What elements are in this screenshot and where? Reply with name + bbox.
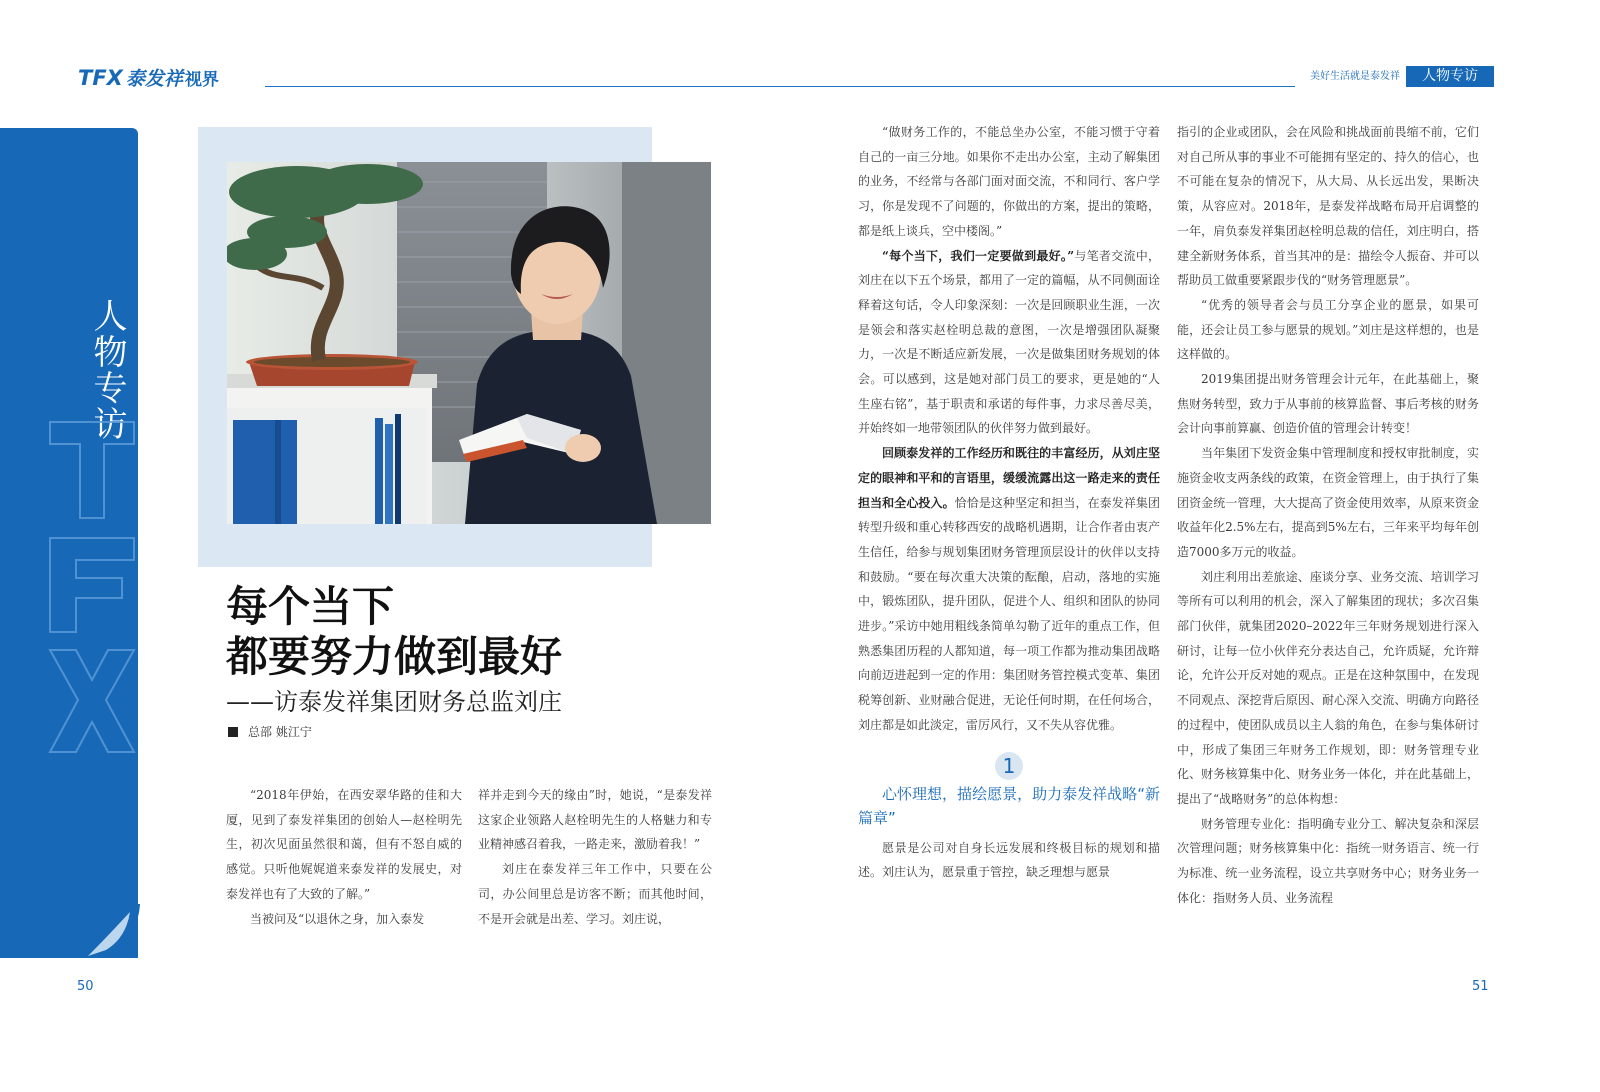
band-title: 人物专访	[87, 298, 127, 442]
section-tab: 人物专访	[1406, 66, 1494, 87]
body-column-2	[478, 783, 712, 931]
article-byline	[228, 723, 312, 740]
paragraph-rest: 与笔者交流中，刘庄在以下五个场景，都用了一定的篇幅，从不同侧面诠释着这句话，令人印象深刻：一次是回顾职业生涯，一次是领会和落实赵栓明总裁的意图，一次是增强团队凝聚力，一次是不断适应新发展，一次是做集团财务规划的体会。可以感到，这是她对部门员工的要求，更是她的“人生座右铭”，基于职责和承诺的每件事，力求尽善尽美，并始终如一地带领团队的伙伴努力做到最好。	[858, 248, 1160, 436]
header-slogan: 美好生活就是泰发祥	[1310, 71, 1400, 82]
article-subtitle: ——访泰发祥集团财务总监刘庄	[226, 688, 562, 716]
portrait-photo	[227, 162, 711, 524]
page-number-right: 51	[1472, 979, 1489, 994]
logo-brand: 泰发祥	[125, 68, 183, 90]
header-rule	[265, 86, 1295, 87]
bold-lead: 回顾泰发祥的工作经历和既往的丰富经历，从刘庄坚定的眼神和平和的言语里，缓缓流露出这一路走来的责任担当和全心投入。	[858, 446, 1160, 510]
paragraph	[858, 441, 1160, 737]
column-band	[0, 128, 138, 958]
bold-quote: “每个当下，我们一定要做到最好。”	[882, 248, 1075, 263]
byline-square-icon	[228, 727, 238, 737]
paragraph	[858, 244, 1160, 442]
page-number-left: 50	[77, 979, 94, 994]
magazine-logo	[78, 64, 219, 91]
page-curl-graphic	[86, 904, 140, 958]
paragraph: “做财务工作的，不能总坐办公室，不能习惯于守着自己的一亩三分地。如果你不走出办公室，主动了解集团的业务，不经常与各部门面对面交流，不和同行、客户学习，你是发现不了问题的，你做出的方案，提出的策略，都是纸上谈兵，空中楼阁。”	[858, 125, 1160, 238]
body-column-1	[226, 783, 462, 931]
paragraph: 财务管理专业化：指明确专业分工、解决复杂和深层次管理问题；财务核算集中化：指统一财务语言、统一行为标准、统一业务流程，设立共享财务中心；财务业务一体化：指财务人员、业务流程	[1177, 816, 1479, 905]
section-number-badge: 1	[995, 752, 1023, 780]
logo-tfx: TFX	[78, 65, 123, 90]
paragraph: 2019集团提出财务管理会计元年，在此基础上，聚焦财务转型，致力于从事前的核算监督、事后考核的财务会计向事前算赢、创造价值的管理会计转变！	[1177, 372, 1479, 436]
paragraph: 当被问及“以退休之身，加入泰发	[250, 911, 425, 926]
logo-vision: 视界	[184, 70, 219, 90]
paragraph: “2018年伊始，在西安翠华路的佳和大厦，见到了泰发祥集团的创始人—赵栓明先生，初次见面虽然很和蔼，但有不怒自威的感觉。只听他娓娓道来泰发祥的发展史，对泰发祥也有了大致的了解。”	[226, 788, 462, 901]
headline-line-1: 每个当下	[226, 582, 395, 631]
headline-line-2: 都要努力做到最好	[226, 632, 563, 681]
paragraph: 刘庄在泰发祥三年工作中，只要在公司，办公间里总是访客不断；而其他时间，不是开会就是出差、学习。刘庄说，	[478, 862, 712, 926]
body-column-3	[858, 120, 1160, 885]
paragraph: 刘庄利用出差旅途、座谈分享、业务交流、培训学习等所有可以利用的机会，深入了解集团的现状；多次召集部门伙伴，就集团2020–2022年三年财务规划进行深入研讨，让每一位小伙伴充分表达自己，允许质疑，允许辩论，允许公开反对她的观点。正是在这种氛围中，在发现不同观点、深挖背后原因、耐心深入交流、明确方向路径的过程中，使团队成员以主人翁的角色，在参与集体研讨中，形成了集团三年财务工作规划，即：财务管理专业化、财务核算集中化、财务业务一体化，并在此基础上，提出了“战略财务”的总体构想：	[1177, 569, 1479, 806]
paragraph: 指引的企业或团队，会在风险和挑战面前畏缩不前，它们对自己所从事的事业不可能拥有坚定的、持久的信心，也不可能在复杂的情况下，从大局、从长远出发，果断决策，从容应对。2018年，是泰发祥战略布局开启调整的一年，肩负泰发祥集团赵栓明总裁的信任，刘庄明白，搭建全新财务体系，首当其冲的是：描绘令人振奋、并可以帮助员工做重要紧跟步伐的“财务管理愿景”。	[1177, 125, 1479, 288]
section-heading: 心怀理想，描绘愿景，助力泰发祥战略“新篇章”	[858, 784, 1160, 827]
paragraph-rest: 恰恰是这种坚定和担当，在泰发祥集团转型升级和重心转移西安的战略机遇期，让合作者由衷产生信任，给参与规划集团财务管理顶层设计的伙伴以支持和鼓励。“要在每次重大决策的酝酿，启动，落地的实施中，锻炼团队，提升团队，促进个人、组织和团队的协同进步。”采访中她用粗线条简单勾勒了近年的重点工作，但熟悉集团历程的人都知道，每一项工作都为推动集团战略向前迈进起到一定的作用：集团财务管控模式变革、集团税筹创新、业财融合促进，无论任何时期，在任何场合，刘庄都是如此淡定，雷厉风行，又不失从容优雅。	[858, 495, 1160, 732]
article-headline	[226, 582, 646, 682]
body-column-4	[1177, 120, 1479, 911]
byline-text: 总部 姚江宁	[248, 725, 312, 739]
paragraph: 当年集团下发资金集中管理制度和授权审批制度，实施资金收支两条线的政策，在资金管理上，由于执行了集团资金统一管理，大大提高了资金使用效率，从原来资金收益年化2.5%左右，提高到5%左右，三年来平均每年创造7000多万元的收益。	[1177, 446, 1479, 559]
paragraph: “优秀的领导者会与员工分享企业的愿景，如果可能，还会让员工参与愿景的规划。”刘庄是这样想的，也是这样做的。	[1177, 297, 1479, 362]
paragraph: 祥并走到今天的缘由”时，她说，“是泰发祥这家企业领路人赵栓明先生的人格魅力和专业精神感召着我，一路走来，激励着我！”	[478, 788, 712, 852]
paragraph: 愿景是公司对自身长远发展和终极目标的规划和描述。刘庄认为，愿景重于管控，缺乏理想与愿景	[858, 840, 1160, 880]
tfx-watermark-graphic	[46, 418, 138, 758]
